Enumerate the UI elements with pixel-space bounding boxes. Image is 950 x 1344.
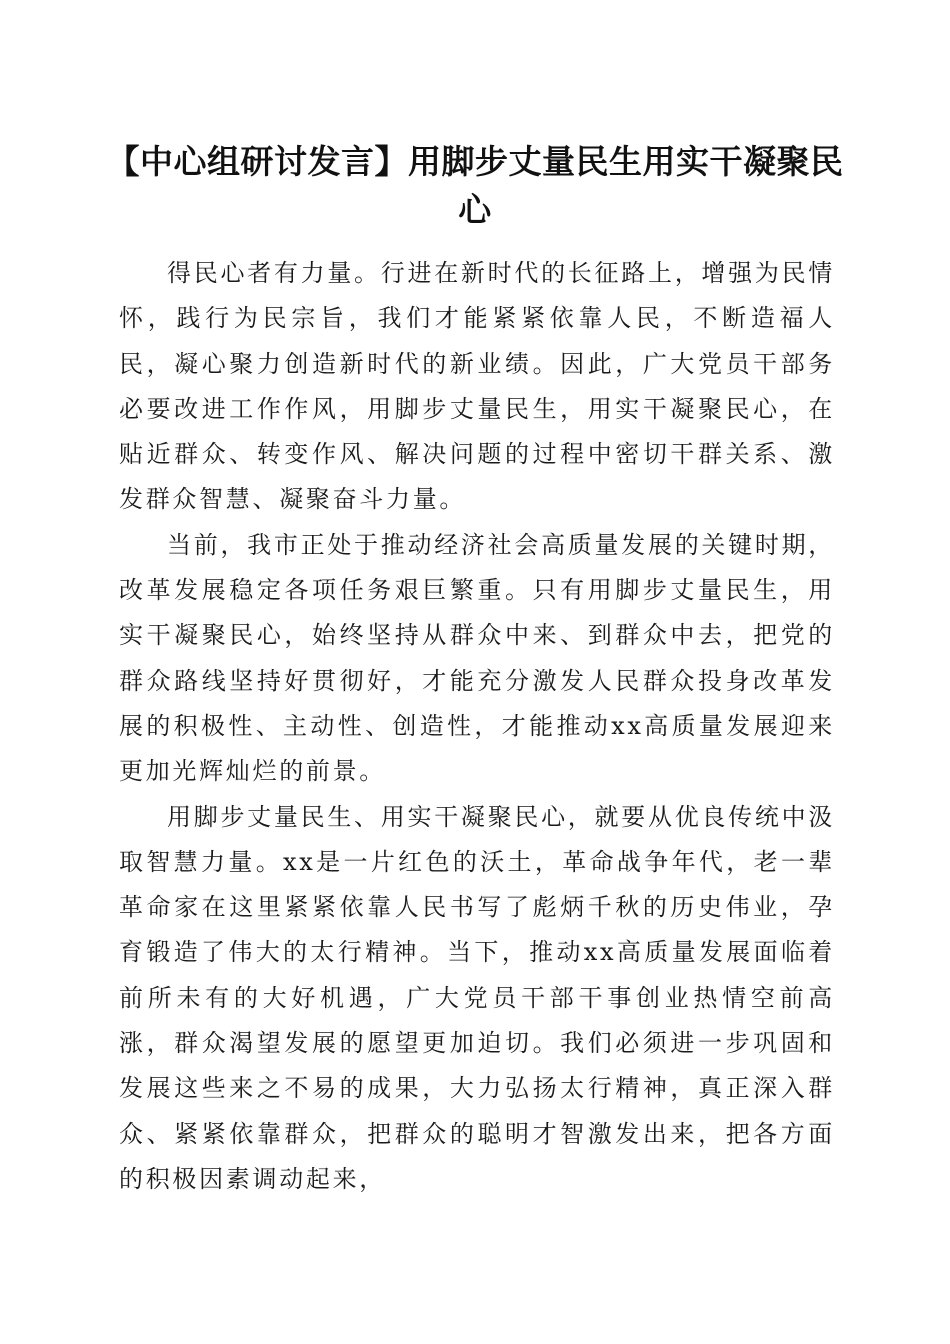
document-title: 【中心组研讨发言】用脚步丈量民生用实干凝聚民心 [106,142,844,229]
document-body [119,251,835,1202]
paragraph-1: 得民心者有力量。行进在新时代的长征路上，增强为民情怀，践行为民宗旨，我们才能紧紧依靠人民，不断造福人民，凝心聚力创造新时代的新业绩。因此，广大党员干部务必要改进工作作风，用脚步丈量民生，用实干凝聚民心，在贴近群众、转变作风、解决问题的过程中密切干群关系、激发群众智慧、凝聚奋斗力量。 [119,259,835,514]
paragraph-2: 当前，我市正处于推动经济社会高质量发展的关键时期，改革发展稳定各项任务艰巨繁重。只有用脚步丈量民生，用实干凝聚民心，始终坚持从群众中来、到群众中去，把党的群众路线坚持好贯彻好，才能充分激发人民群众投身改革发展的积极性、主动性、创造性，才能推动xx高质量发展迎来更加光辉灿烂的前景。 [119,530,835,786]
paragraph-3: 用脚步丈量民生、用实干凝聚民心，就要从优良传统中汲取智慧力量。xx是一片红色的沃土，革命战争年代，老一辈革命家在这里紧紧依靠人民书写了彪炳千秋的历史伟业，孕育锻造了伟大的太行精神。当下，推动xx高质量发展面临着前所未有的大好机遇，广大党员干部干事创业热情空前高涨，群众渴望发展的愿望更加迫切。我们必须进一步巩固和发展这些来之不易的成果，大力弘扬太行精神，真正深入群众、紧紧依靠群众，把群众的聪明才智激发出来，把各方面的积极因素调动起来， [119,802,835,1193]
